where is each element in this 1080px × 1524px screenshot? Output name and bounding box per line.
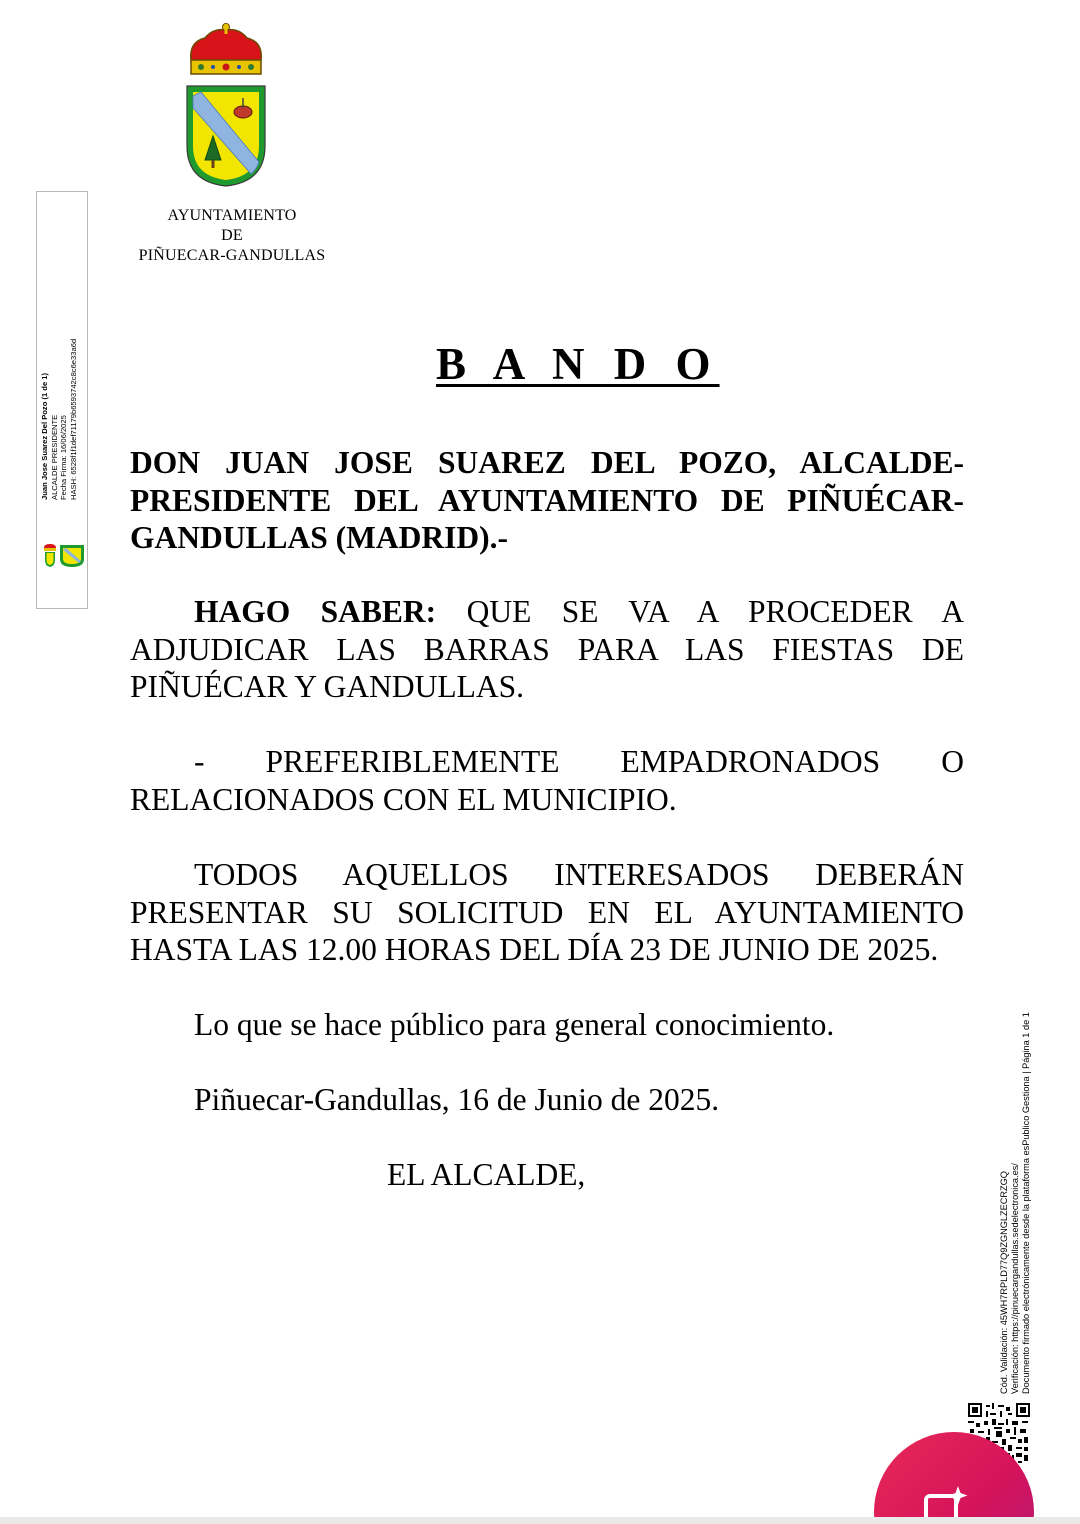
signed-platform-note: Documento firmado electrónicamente desde la plataforma esPublico Gestiona | Página 1 de 1 bbox=[1020, 1012, 1031, 1394]
requirement-dash: - bbox=[194, 744, 205, 779]
signature-date: Fecha Firma: 16/06/2025 bbox=[59, 415, 69, 500]
coat-of-arms-icon bbox=[183, 22, 269, 190]
requirement-rest: RELACIONADOS CON EL MUNICIPIO. bbox=[130, 781, 677, 817]
closing-signature-line: EL ALCALDE, bbox=[387, 1157, 586, 1192]
requirement-item bbox=[130, 743, 964, 818]
validation-url: Verificación: https://pinuecargandullas.sedelectronica.es/ bbox=[1009, 1163, 1020, 1394]
interested-paragraph: TODOS AQUELLOS INTERESADOS DEBERÁN PRESENTAR SU SOLICITUD EN EL AYUNTAMIENTO HASTA LAS 12.00 HORAS DEL DÍA 23 DE JUNIO DE 2025. bbox=[130, 857, 964, 968]
ayuntamiento-label bbox=[110, 206, 354, 266]
bottom-scroll-edge bbox=[0, 1517, 1080, 1524]
requirement-word-3: O bbox=[941, 744, 964, 779]
requirement-word-2: EMPADRONADOS bbox=[620, 744, 881, 779]
validation-info bbox=[999, 1012, 1031, 1394]
hago-saber-paragraph bbox=[130, 593, 964, 706]
hago-saber-label: HAGO SABER: bbox=[194, 594, 437, 629]
hago-saber-text: QUE SE VA A PROCEDER A ADJUDICAR LAS BARRAS PARA LAS FIESTAS DE PIÑUÉCAR Y GANDULLAS. bbox=[130, 594, 964, 705]
ayuntamiento-line-3: PIÑUECAR-GANDULLAS bbox=[138, 247, 326, 264]
requirement-word-1: PREFERIBLEMENTE bbox=[265, 744, 560, 779]
municipal-logo-icon bbox=[42, 542, 88, 568]
document-title: B A N D O bbox=[436, 339, 720, 389]
signer-role: ALCALDE PRESIDENTE bbox=[49, 414, 59, 500]
ayuntamiento-line-1: AYUNTAMIENTO bbox=[167, 207, 297, 224]
place-date-line: Piñuecar-Gandullas, 16 de Junio de 2025. bbox=[194, 1082, 720, 1117]
public-notice-line: Lo que se hace público para general conocimiento. bbox=[194, 1007, 835, 1042]
signature-stamp-text bbox=[40, 300, 78, 500]
ayuntamiento-line-2: DE bbox=[221, 227, 243, 244]
signature-hash: HASH: 6528f1f1def71179b6593742c8c6e33a6d bbox=[68, 338, 78, 500]
requirement-first-line bbox=[130, 743, 964, 781]
signer-name: Juan Jose Suarez Del Pozo (1 de 1) bbox=[40, 372, 49, 500]
validation-code: Cód. Validación: 45WH7RPLD77Q9ZGNGLZECRZGQ bbox=[999, 1171, 1009, 1394]
intro-paragraph: DON JUAN JOSE SUAREZ DEL POZO, ALCALDE-PRESIDENTE DEL AYUNTAMIENTO DE PIÑUÉCAR-GANDULLAS (MADRID).- bbox=[130, 445, 964, 556]
